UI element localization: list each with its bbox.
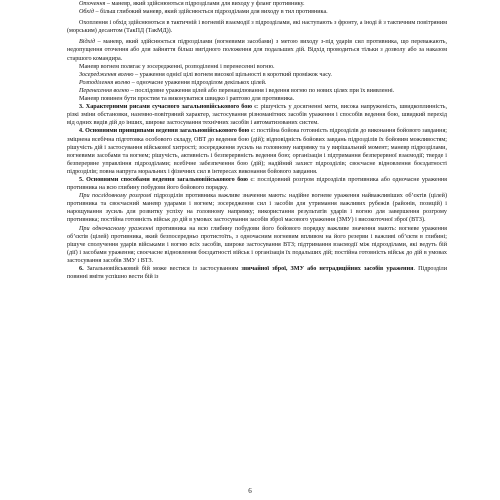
text-run: – маневр, який здійснюються підрозділами для виходу у фланг противнику. (105, 1, 305, 7)
text-run: Маневр повинен бути простим та виконуватися швидко і раптово для противника. (79, 96, 295, 103)
bold-text: 3. Характерними рисами сучасного загальновійськового бою (79, 104, 253, 111)
paragraph-p12 (67, 176, 447, 192)
italic-term: При послідовному розгромі (79, 193, 152, 200)
text-run: противника на всю глибину побудови його бойового порядку важливе значення мають: вогневе ураження об’єктів (цілей) противника, який безпосередньо протистоїть, з одночасним вогневим впливом на його резерви і важливі об’єкти в глибині; рішуче сполучення ударів військами і вогню всіх засобів, широке застосування ВТЗ; підтримання взаємодії між підрозділами, які ведуть бій (дії) і засобами ураження; своєчасне відновлення боєздатності військ і організація їх подальших дій; постійна готовність військ до дій в умовах застосування засобів ЗМУ і ВТЗ. (67, 225, 447, 264)
text-run: Загальновійськовий бій може вестися із застосуванням (83, 266, 242, 272)
italic-term: При одночасному ураженні (79, 225, 154, 232)
text-run: є: постійна бойова готовність підрозділів до виконання бойового завдання; зміцнена всебічна підготовка особового складу, ОВТ до ведення бою (дій); відповідність бойових завдань підрозділів їх бойовим можливостям; рішучість дій і застосування військової хитрості; зосередження зусиль на головному напрямку та у вирішальний момент; маневр підрозділами, вогневими засобами та вогнем; рішучість, активність і безперервність ведення бою; організація і підтримання безперервної взаємодії; тверде і безперервне управління підрозділами; всебічне забезпечення бою (дій); надійний захист підрозділів; своєчасне відновлення боєздатності підрозділів; повна напруга моральних і фізичних сил в інтересах виконання бойового завдання. (67, 128, 447, 175)
italic-term: Зосередження вогню (79, 71, 134, 78)
page-number: 6 (248, 487, 252, 495)
paragraph-p13 (67, 192, 447, 224)
text-run: – послідовне ураження цілей або перенацілювання і ведення вогню по нових цілях при їх виявленні. (128, 87, 395, 94)
paragraph-p9 (67, 95, 447, 103)
italic-term: Обхід (79, 9, 94, 16)
paragraph-p10 (67, 103, 447, 127)
paragraph-p2 (67, 8, 447, 16)
paragraph-p15 (67, 265, 447, 281)
text-run: – ураження однієї цілі вогнем високої щільності в короткий проміжок часу. (133, 71, 332, 78)
paragraph-p14 (67, 225, 447, 265)
paragraph-p1 (67, 0, 447, 8)
text-run: є: рішучість у досягненні мети, висока напруженість, швидкоплинність, різкі зміни обстановки, наземно-повітряний характер, застосування різноманітних засобів ураження і способів ведення бою, швидкий перехід від одних видів дій до інших, широке застосування технічних засобів і автоматизованих систем. (67, 104, 448, 127)
italic-term: Оточення (79, 1, 106, 7)
paragraph-p11 (67, 127, 447, 176)
bold-text: звичайної зброї, ЗМУ або нетрадиційних засобів ураження (241, 266, 414, 272)
text-run: Охоплення і обхід здійснюються в тактичній і вогневій взаємодії з підрозділами, які наступають з фронту, а іноді й з тактичним повітряним (морським) десантом (ТакПД (ТакМД)). (67, 20, 447, 35)
text-run: підрозділів противника важливе значення мають: надійне вогневе ураження найважливіших об’єктів (цілей) противника та своєчасний маневр ударами і вогнем; зосередження сил і засобів для утримання важливих рубежів (районів, позицій) і нарощування зусиль для розвитку успіху на головному напрямку; використання результатів ударів і вогню для завершення розгрому противника; постійна готовність військ до дій в умовах застосування засобів зброї масового ураження (ЗМУ) і високоточної зброї (ВТЗ). (67, 193, 447, 224)
bold-text: 4. Основними принципами ведення загальновійськового бою (79, 128, 250, 135)
italic-term: Перенесення вогню (79, 87, 129, 94)
text-run: – одночасне ураження підрозділом декількох цілей. (130, 79, 267, 86)
italic-term: Відхід (79, 39, 96, 46)
text-run: Маневр вогнем полягає у зосередженні, розподіленні і перенесенні вогню. (79, 63, 275, 70)
text-run: – більш глибокий маневр, який здійснюється підрозділами для виходу в тил противника. (93, 9, 328, 16)
paragraph-p3 (67, 19, 447, 35)
body-text (67, 0, 447, 281)
paragraph-p6 (67, 71, 447, 79)
paragraph-p4 (67, 38, 447, 62)
italic-term: Розподілення вогню (79, 79, 131, 86)
paragraph-p8 (67, 87, 447, 95)
paragraph-p7 (67, 79, 447, 87)
text-run: – маневр, який здійснюється підрозділами (вогневими засобами) з метою виходу з-під ударів сил противника, що переважають, недопущення оточення або для зайняття більш вигідного положення для подальших дій. Відхід проводиться тільки з дозволу або за наказом старшого командира. (67, 39, 447, 62)
bold-text: 6. (79, 266, 84, 272)
text-run: . Підрозділи повинні вміти успішно вести бій із (67, 266, 447, 281)
bold-text: 5. Основними способами ведення загальновійськового бою (79, 176, 248, 183)
paragraph-p5 (67, 63, 447, 71)
text-run: є: послідовний розгром підрозділів противника або одночасне ураження противника на всю глибину побудови його бойового порядку. (67, 176, 448, 192)
